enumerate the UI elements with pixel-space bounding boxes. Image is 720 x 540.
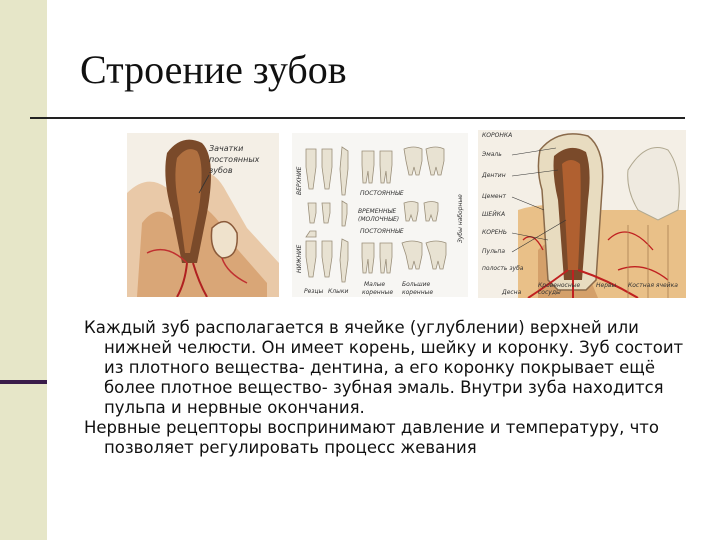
fig2-bottom-label-6: коренные <box>402 289 434 296</box>
tooth-germ-illustration <box>127 133 279 297</box>
fig2-row-label-4: ПОСТОЯННЫЕ <box>360 228 404 235</box>
fig1-label-3: зубов <box>209 166 233 175</box>
fig3-label-root: КОРЕНЬ <box>482 229 508 236</box>
body-paragraph: Нервные рецепторы воспринимают давление и температуру, что позволяет регулировать процесс жевания <box>84 418 660 457</box>
side-accent-bar <box>0 0 47 540</box>
fig3-label-crown: КОРОНКА <box>482 132 513 139</box>
fig3-label-gum: Десна <box>502 289 522 296</box>
fig2-upper-label: ВЕРХНИЕ <box>296 166 303 195</box>
fig2-bottom-label-1: Резцы <box>304 288 324 295</box>
slide-body-text <box>84 318 684 458</box>
fig2-row-label-1: ПОСТОЯННЫЕ <box>360 190 404 197</box>
fig1-label-1: Зачатки <box>209 144 244 153</box>
fig2-bottom-label-2: Клыки <box>328 288 349 295</box>
fig3-label-cavity: полость зуба <box>482 265 524 272</box>
fig3-label-pulp: Пульпа <box>482 248 506 255</box>
fig3-label-vessels-2: сосуды <box>538 289 561 296</box>
fig3-label-neck: ШЕЙКА <box>482 211 506 218</box>
fig1-label-2: постоянных <box>209 155 260 164</box>
fig2-right-label: Зубы наборные <box>457 194 464 243</box>
tooth-structure-illustration <box>478 130 686 298</box>
body-paragraph: Каждый зуб располагается в ячейке (углублении) верхней или нижней челюсти. Он имеет корень, шейку и коронку. Зуб состоит из плотного вещества- дентина, а его коронку покрывает ещё более плотное вещество- зубная эмаль. Внутри зуба находится пульпа и нервные окончания. <box>84 318 684 417</box>
fig2-bottom-label-5: Большие <box>402 281 431 288</box>
fig2-row-label-3: (МОЛОЧНЫЕ) <box>358 216 400 223</box>
fig3-label-bone: Костная ячейка <box>628 282 678 289</box>
fig2-lower-label: НИЖНИЕ <box>296 244 303 273</box>
slide-title: Строение зубов <box>80 47 347 92</box>
fig2-row-label-2: ВРЕМЕННЫЕ <box>358 208 397 215</box>
title-divider <box>30 117 685 119</box>
fig3-label-cement: Цемент <box>482 193 506 200</box>
fig2-bottom-label-3: Малые <box>364 281 386 288</box>
fig3-label-vessels: Кровеносные <box>538 282 581 289</box>
side-accent-mark <box>0 380 47 384</box>
fig3-label-dentin: Дентин <box>482 172 506 179</box>
fig2-bottom-label-4: коренные <box>362 289 394 296</box>
fig3-label-enamel: Эмаль <box>482 151 502 158</box>
tooth-types-illustration <box>292 133 468 297</box>
fig3-label-nerves: Нервы <box>596 282 617 289</box>
